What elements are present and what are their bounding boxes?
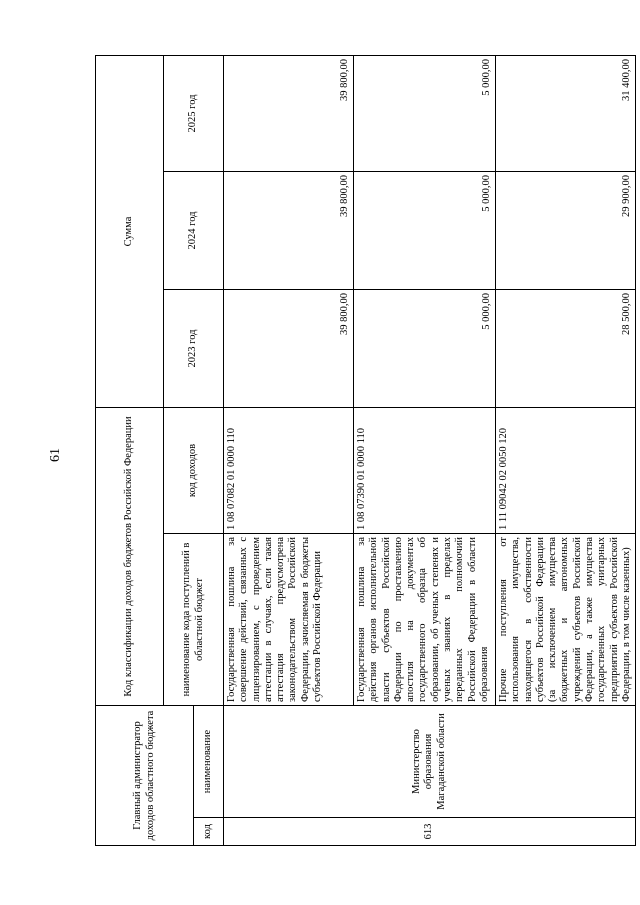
row-value-2025: 31 400,00: [496, 55, 636, 171]
row-description: Государственная пошлина за действия органов исполнительной власти субъектов Российской Федерации по проставлению апостиля на документах государственного образца об образовании, об ученых степенях и ученых званиях в пределах переданных полномочий Российской Федерации в области образования: [354, 534, 496, 706]
row-value-2025: 39 800,00: [224, 55, 354, 171]
admin-name-cell: Министерство образования Магаданской области: [224, 706, 636, 818]
revenue-table-container: [95, 56, 632, 846]
header-classification-group: Код классификации доходов бюджетов Российской Федерации: [96, 407, 164, 705]
row-value-2025: 5 000,00: [354, 55, 496, 171]
admin-code-cell: 613: [224, 818, 636, 846]
row-value-2024: 5 000,00: [354, 171, 496, 289]
page-number: 61: [48, 448, 63, 462]
header-year-2024: 2024 год: [164, 171, 224, 289]
header-revenue-code: код доходов: [164, 407, 224, 533]
row-revenue-code: 1 08 07390 01 0000 110: [354, 407, 496, 533]
row-revenue-code: 1 11 09042 02 0050 120: [496, 407, 636, 533]
revenue-table: [95, 55, 636, 846]
row-description: Государственная пошлина за совершение действий, связанных с лицензированием, с проведением аттестации в случаях, если такая аттестация предусмотрена законодательством Российской Федерации, зачисляемая в бюджеты субъектов Российской Федерации: [224, 534, 354, 706]
row-description: Прочие поступления от использования имущества, находящегося в собственности субъектов Российской Федерации (за исключением имущества бюджетных и автономных учреждений субъектов Российской Федерации, а также имущества государственных унитарных предприятий субъектов Российской Федерации, в том числе казенных): [496, 534, 636, 706]
header-admin-group: Главный администратор доходов областного бюджета: [96, 706, 194, 846]
row-value-2023: 5 000,00: [354, 289, 496, 407]
row-value-2024: 29 900,00: [496, 171, 636, 289]
header-sum-group: Сумма: [96, 55, 164, 407]
header-receipt-name: наименование кода поступлений в областной бюджет: [164, 534, 224, 706]
row-revenue-code: 1 08 07082 01 0000 110: [224, 407, 354, 533]
header-year-2025: 2025 год: [164, 55, 224, 171]
row-value-2024: 39 800,00: [224, 171, 354, 289]
header-name: наименование: [194, 706, 224, 818]
header-year-2023: 2023 год: [164, 289, 224, 407]
row-value-2023: 28 500,00: [496, 289, 636, 407]
table-row: [224, 55, 354, 845]
header-code: код: [194, 818, 224, 846]
row-value-2023: 39 800,00: [224, 289, 354, 407]
